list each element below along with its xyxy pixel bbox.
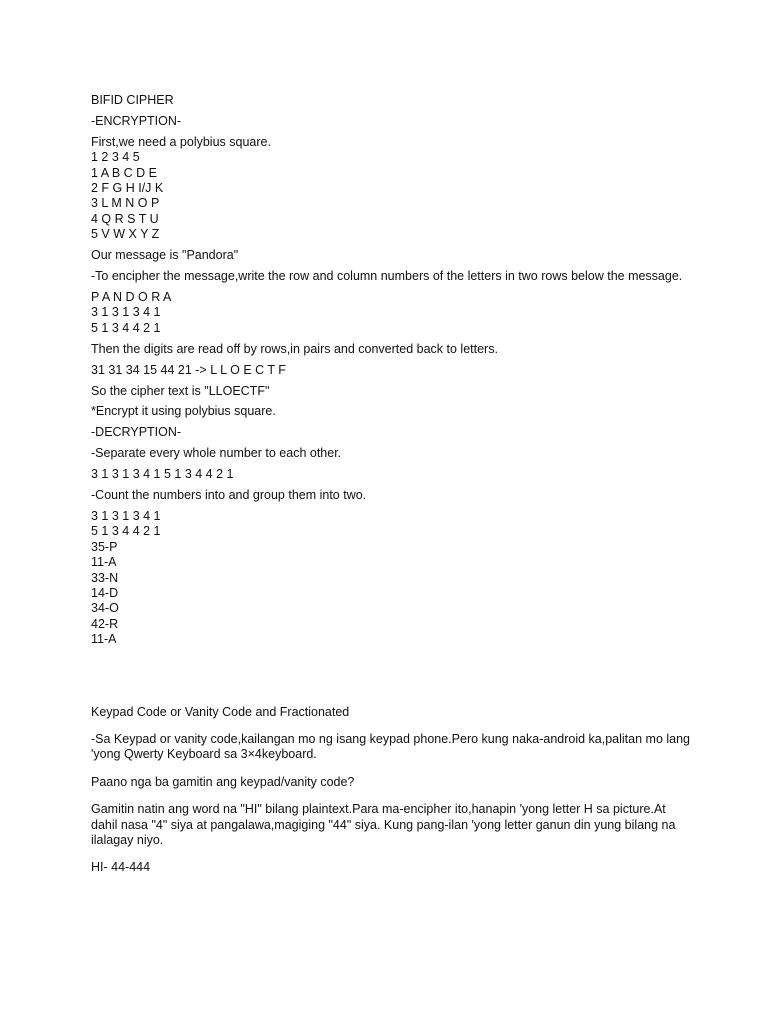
decryption-line: 35-P bbox=[91, 539, 118, 554]
square-row: 1 A B C D E bbox=[91, 165, 158, 180]
square-row: 3 L M N O P bbox=[91, 196, 160, 211]
decryption-line: 33-N bbox=[91, 570, 119, 585]
polybius-square bbox=[91, 150, 691, 242]
encryption-heading: -ENCRYPTION- bbox=[91, 113, 182, 128]
square-row: 1 2 3 4 5 bbox=[91, 150, 140, 165]
square-row: 2 F G H I/J K bbox=[91, 181, 164, 196]
decryption-line: 14-D bbox=[91, 585, 119, 600]
keypad-example: HI- 44-444 bbox=[91, 860, 151, 875]
polybius-intro: First,we need a polybius square. bbox=[91, 134, 271, 149]
readoff-text: Then the digits are read off by rows,in pairs and converted back to letters. bbox=[91, 341, 498, 356]
encipher-row: 5 1 3 4 4 2 1 bbox=[91, 320, 161, 335]
encipher-row: P A N D O R A bbox=[91, 289, 172, 304]
encrypt-note: *Encrypt it using polybius square. bbox=[91, 404, 276, 419]
decryption-lines bbox=[91, 509, 691, 648]
cipher-result: So the cipher text is "LLOECTF" bbox=[91, 383, 270, 398]
keypad-question: Paano nga ba gamitin ang keypad/vanity code? bbox=[91, 774, 355, 789]
encipher-instruction: -To encipher the message,write the row and column numbers of the letters in two rows below the message. bbox=[91, 269, 683, 284]
keypad-title: Keypad Code or Vanity Code and Fractionated bbox=[91, 704, 350, 719]
square-row: 4 Q R S T U bbox=[91, 211, 159, 226]
separate-instruction: -Separate every whole number to each other. bbox=[91, 446, 342, 461]
count-instruction: -Count the numbers into and group them into two. bbox=[91, 488, 367, 503]
encipher-row: 3 1 3 1 3 4 1 bbox=[91, 305, 161, 320]
decryption-line: 42-R bbox=[91, 616, 119, 631]
message-line: Our message is "Pandora" bbox=[91, 248, 239, 263]
keypad-paragraph-1: -Sa Keypad or vanity code,kailangan mo ng isang keypad phone.Pero kung naka-android ka,palitan mo lang 'yong Qwerty Keyboard sa 3×4keyboard. bbox=[91, 732, 694, 762]
bifid-title: BIFID CIPHER bbox=[91, 93, 174, 107]
decryption-heading: -DECRYPTION- bbox=[91, 425, 182, 440]
pairs-line: 31 31 34 15 44 21 -> L L O E C T F bbox=[91, 362, 286, 377]
decryption-line: 11-A bbox=[91, 555, 117, 570]
keypad-paragraph-2: Gamitin natin ang word na "HI" bilang plaintext.Para ma-encipher ito,hanapin 'yong letter H sa picture.At dahil nasa "4" siya at pangalawa,magiging "44" siya. Kung pang-ilan 'yong letter ganun din yung bilang na ilalagay niyo. bbox=[91, 802, 679, 848]
digit-sequence: 3 1 3 1 3 4 1 5 1 3 4 4 2 1 bbox=[91, 467, 234, 482]
square-row: 5 V W X Y Z bbox=[91, 227, 160, 242]
encipher-rows bbox=[91, 290, 691, 336]
decryption-line: 5 1 3 4 4 2 1 bbox=[91, 524, 161, 539]
decryption-line: 11-A bbox=[91, 632, 117, 647]
decryption-line: 3 1 3 1 3 4 1 bbox=[91, 508, 161, 523]
decryption-line: 34-O bbox=[91, 601, 119, 616]
document-page bbox=[91, 93, 694, 876]
